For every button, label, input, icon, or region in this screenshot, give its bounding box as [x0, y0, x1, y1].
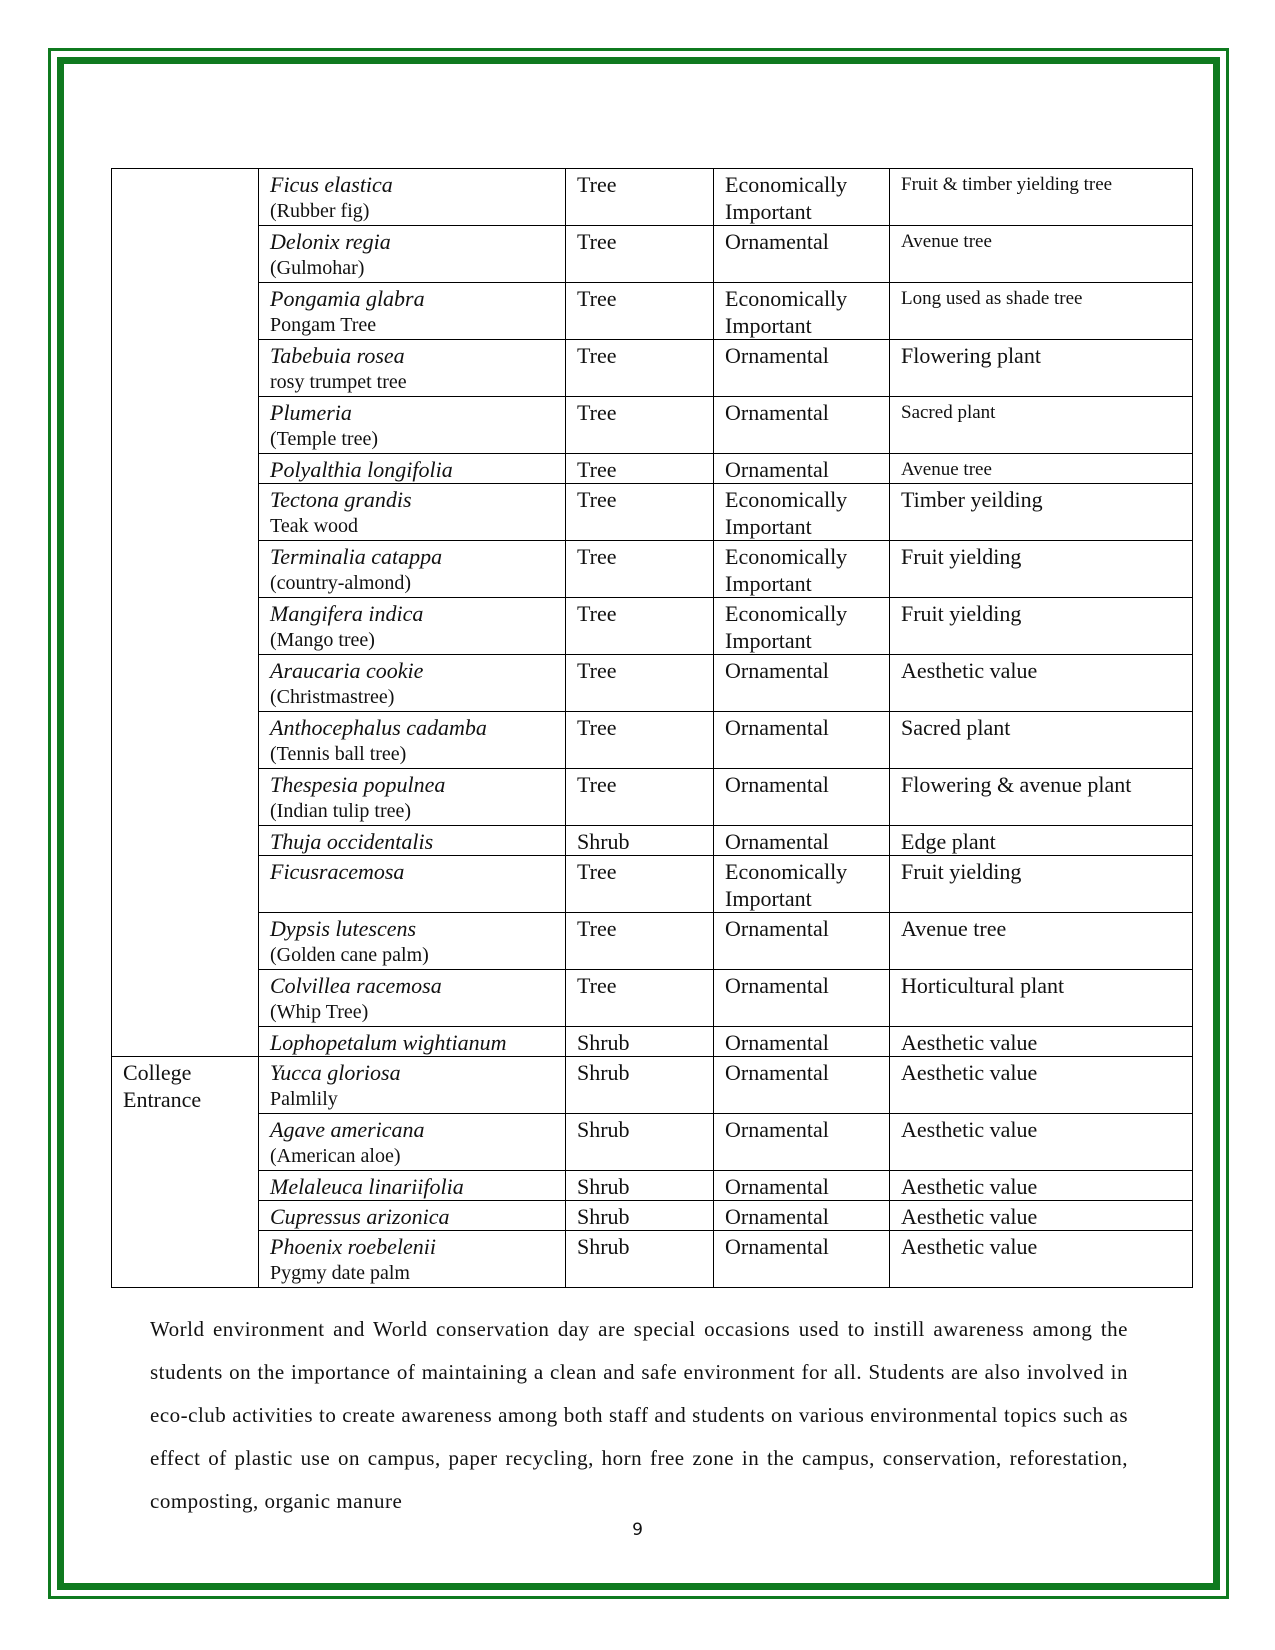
plant-category-cell: Ornamental	[714, 1231, 890, 1288]
table-row	[112, 1231, 1193, 1288]
plant-category-cell: Ornamental	[714, 1114, 890, 1171]
scientific-name: Delonix regia	[270, 229, 391, 254]
plant-category-cell: Ornamental	[714, 340, 890, 397]
plant-name-cell	[259, 712, 566, 769]
plant-use-cell: Avenue tree	[890, 913, 1193, 970]
table-row	[112, 454, 1193, 484]
scientific-name: Plumeria	[270, 400, 352, 425]
plant-name-cell	[259, 1057, 566, 1114]
common-name: (Golden cane palm)	[270, 944, 429, 966]
plant-type-cell: Tree	[566, 484, 714, 541]
plant-use-cell: Long used as shade tree	[890, 283, 1193, 340]
plant-type-cell: Tree	[566, 283, 714, 340]
plant-use-cell: Avenue tree	[890, 454, 1193, 484]
plant-category-cell: Ornamental	[714, 1201, 890, 1231]
plant-name-cell	[259, 454, 566, 484]
plant-name-cell	[259, 913, 566, 970]
area-cell-empty	[112, 169, 259, 1057]
plant-name-cell	[259, 283, 566, 340]
area-cell: College Entrance	[112, 1057, 259, 1288]
scientific-name: Ficusracemosa	[270, 859, 405, 884]
scientific-name: Thespesia populnea	[270, 772, 446, 797]
plant-use-cell: Timber yeilding	[890, 484, 1193, 541]
table-row	[112, 397, 1193, 454]
common-name: (Temple tree)	[270, 428, 378, 450]
table-row	[112, 598, 1193, 655]
common-name: (Indian tulip tree)	[270, 800, 412, 822]
table-row	[112, 826, 1193, 856]
plant-category-cell: Economically Important	[714, 541, 890, 598]
plant-use-cell: Fruit & timber yielding tree	[890, 169, 1193, 226]
scientific-name: Yucca gloriosa	[270, 1060, 401, 1085]
plant-type-cell: Tree	[566, 970, 714, 1027]
table-row	[112, 541, 1193, 598]
scientific-name: Pongamia glabra	[270, 286, 425, 311]
plant-use-cell: Sacred plant	[890, 712, 1193, 769]
plant-type-cell: Tree	[566, 913, 714, 970]
plant-category-cell: Ornamental	[714, 970, 890, 1027]
table-row	[112, 340, 1193, 397]
plant-name-cell	[259, 226, 566, 283]
plant-category-cell: Economically Important	[714, 169, 890, 226]
plant-use-cell: Aesthetic value	[890, 1057, 1193, 1114]
plant-category-cell: Economically Important	[714, 598, 890, 655]
table-row	[112, 655, 1193, 712]
common-name: (Tennis ball tree)	[270, 743, 407, 765]
plant-type-cell: Shrub	[566, 1114, 714, 1171]
plant-table-body	[112, 169, 1193, 1288]
plant-use-cell: Aesthetic value	[890, 1231, 1193, 1288]
plant-category-cell: Ornamental	[714, 397, 890, 454]
scientific-name: Tectona grandis	[270, 487, 412, 512]
scientific-name: Colvillea racemosa	[270, 973, 442, 998]
scientific-name: Cupressus arizonica	[270, 1204, 450, 1229]
table-row	[112, 769, 1193, 826]
plant-name-cell	[259, 541, 566, 598]
table-row	[112, 1027, 1193, 1057]
plant-name-cell	[259, 598, 566, 655]
plant-type-cell: Tree	[566, 712, 714, 769]
common-name: Teak wood	[270, 515, 359, 537]
plant-name-cell	[259, 169, 566, 226]
body-paragraph: World environment and World conservation day are special occasions used to instill awareness among the students on the importance of maintaining a clean and safe environment for all. Students are also involved in eco-club activities to create awareness among both staff and students on various environmental topics such as effect of plastic use on campus, paper recycling, horn free zone in the campus, conservation, reforestation, composting, organic manure	[150, 1317, 1128, 1513]
common-name: (Whip Tree)	[270, 1001, 369, 1023]
common-name: (Christmastree)	[270, 686, 395, 708]
plant-category-cell: Economically Important	[714, 856, 890, 913]
scientific-name: Phoenix roebelenii	[270, 1234, 436, 1259]
scientific-name: Lophopetalum wightianum	[270, 1030, 507, 1055]
plant-category-cell: Ornamental	[714, 1027, 890, 1057]
common-name: (American aloe)	[270, 1145, 401, 1167]
plant-type-cell: Shrub	[566, 1057, 714, 1114]
plant-use-cell: Aesthetic value	[890, 1171, 1193, 1201]
plant-name-cell	[259, 1201, 566, 1231]
plant-type-cell: Tree	[566, 397, 714, 454]
plant-type-cell: Tree	[566, 856, 714, 913]
plant-type-cell: Tree	[566, 655, 714, 712]
plant-use-cell: Fruit yielding	[890, 598, 1193, 655]
plant-category-cell: Ornamental	[714, 454, 890, 484]
scientific-name: Terminalia catappa	[270, 544, 443, 569]
table-row	[112, 283, 1193, 340]
page-number: 9	[632, 1520, 643, 1540]
table-row	[112, 913, 1193, 970]
common-name: (Rubber fig)	[270, 200, 370, 222]
table-row	[112, 1114, 1193, 1171]
scientific-name: Tabebuia rosea	[270, 343, 405, 368]
plant-use-cell: Fruit yielding	[890, 856, 1193, 913]
table-row	[112, 484, 1193, 541]
scientific-name: Dypsis lutescens	[270, 916, 417, 941]
plant-use-cell: Aesthetic value	[890, 1114, 1193, 1171]
plant-category-cell: Ornamental	[714, 712, 890, 769]
plant-name-cell	[259, 1027, 566, 1057]
common-name: Pygmy date palm	[270, 1262, 410, 1284]
plant-use-cell: Flowering & avenue plant	[890, 769, 1193, 826]
plant-type-cell: Tree	[566, 169, 714, 226]
table-row	[112, 1201, 1193, 1231]
plant-name-cell	[259, 856, 566, 913]
common-name: (Mango tree)	[270, 629, 375, 651]
plant-use-cell: Fruit yielding	[890, 541, 1193, 598]
plant-type-cell: Tree	[566, 340, 714, 397]
scientific-name: Melaleuca linariifolia	[270, 1174, 464, 1199]
common-name: (country-almond)	[270, 572, 412, 594]
table-row	[112, 856, 1193, 913]
plant-use-cell: Edge plant	[890, 826, 1193, 856]
plant-use-cell: Flowering plant	[890, 340, 1193, 397]
plant-use-cell: Sacred plant	[890, 397, 1193, 454]
plant-name-cell	[259, 970, 566, 1027]
plant-category-cell: Economically Important	[714, 283, 890, 340]
table-row	[112, 1057, 1193, 1114]
plant-type-cell: Tree	[566, 541, 714, 598]
common-name: Palmlily	[270, 1088, 338, 1110]
plant-type-cell: Shrub	[566, 1027, 714, 1057]
plant-name-cell	[259, 1231, 566, 1288]
table-row	[112, 1171, 1193, 1201]
plant-use-cell: Aesthetic value	[890, 1201, 1193, 1231]
table-row	[112, 970, 1193, 1027]
table-row	[112, 226, 1193, 283]
plant-name-cell	[259, 1171, 566, 1201]
plant-name-cell	[259, 484, 566, 541]
plant-type-cell: Tree	[566, 769, 714, 826]
plant-use-cell: Horticultural plant	[890, 970, 1193, 1027]
plant-type-cell: Shrub	[566, 1231, 714, 1288]
plant-category-cell: Ornamental	[714, 913, 890, 970]
plant-name-cell	[259, 655, 566, 712]
common-name: rosy trumpet tree	[270, 371, 407, 393]
scientific-name: Anthocephalus cadamba	[270, 715, 487, 740]
plant-use-cell: Avenue tree	[890, 226, 1193, 283]
plant-category-cell: Ornamental	[714, 1171, 890, 1201]
plant-use-cell: Aesthetic value	[890, 655, 1193, 712]
plant-category-cell: Ornamental	[714, 655, 890, 712]
common-name: Pongam Tree	[270, 314, 377, 336]
scientific-name: Agave americana	[270, 1117, 425, 1142]
common-name: (Gulmohar)	[270, 257, 365, 279]
plant-type-cell: Tree	[566, 454, 714, 484]
plant-category-cell: Ornamental	[714, 1057, 890, 1114]
plant-type-cell: Shrub	[566, 1201, 714, 1231]
plant-name-cell	[259, 397, 566, 454]
scientific-name: Mangifera indica	[270, 601, 424, 626]
plant-name-cell	[259, 826, 566, 856]
plant-type-cell: Tree	[566, 598, 714, 655]
plant-category-cell: Economically Important	[714, 484, 890, 541]
plant-use-cell: Aesthetic value	[890, 1027, 1193, 1057]
plant-name-cell	[259, 769, 566, 826]
plant-type-cell: Tree	[566, 226, 714, 283]
scientific-name: Ficus elastica	[270, 172, 393, 197]
plant-name-cell	[259, 1114, 566, 1171]
plant-table	[111, 168, 1193, 1288]
plant-category-cell: Ornamental	[714, 226, 890, 283]
scientific-name: Polyalthia longifolia	[270, 457, 453, 482]
plant-name-cell	[259, 340, 566, 397]
plant-category-cell: Ornamental	[714, 826, 890, 856]
table-row	[112, 169, 1193, 226]
table-row	[112, 712, 1193, 769]
scientific-name: Araucaria cookie	[270, 658, 424, 683]
plant-type-cell: Shrub	[566, 826, 714, 856]
plant-category-cell: Ornamental	[714, 769, 890, 826]
scientific-name: Thuja occidentalis	[270, 829, 434, 854]
plant-type-cell: Shrub	[566, 1171, 714, 1201]
